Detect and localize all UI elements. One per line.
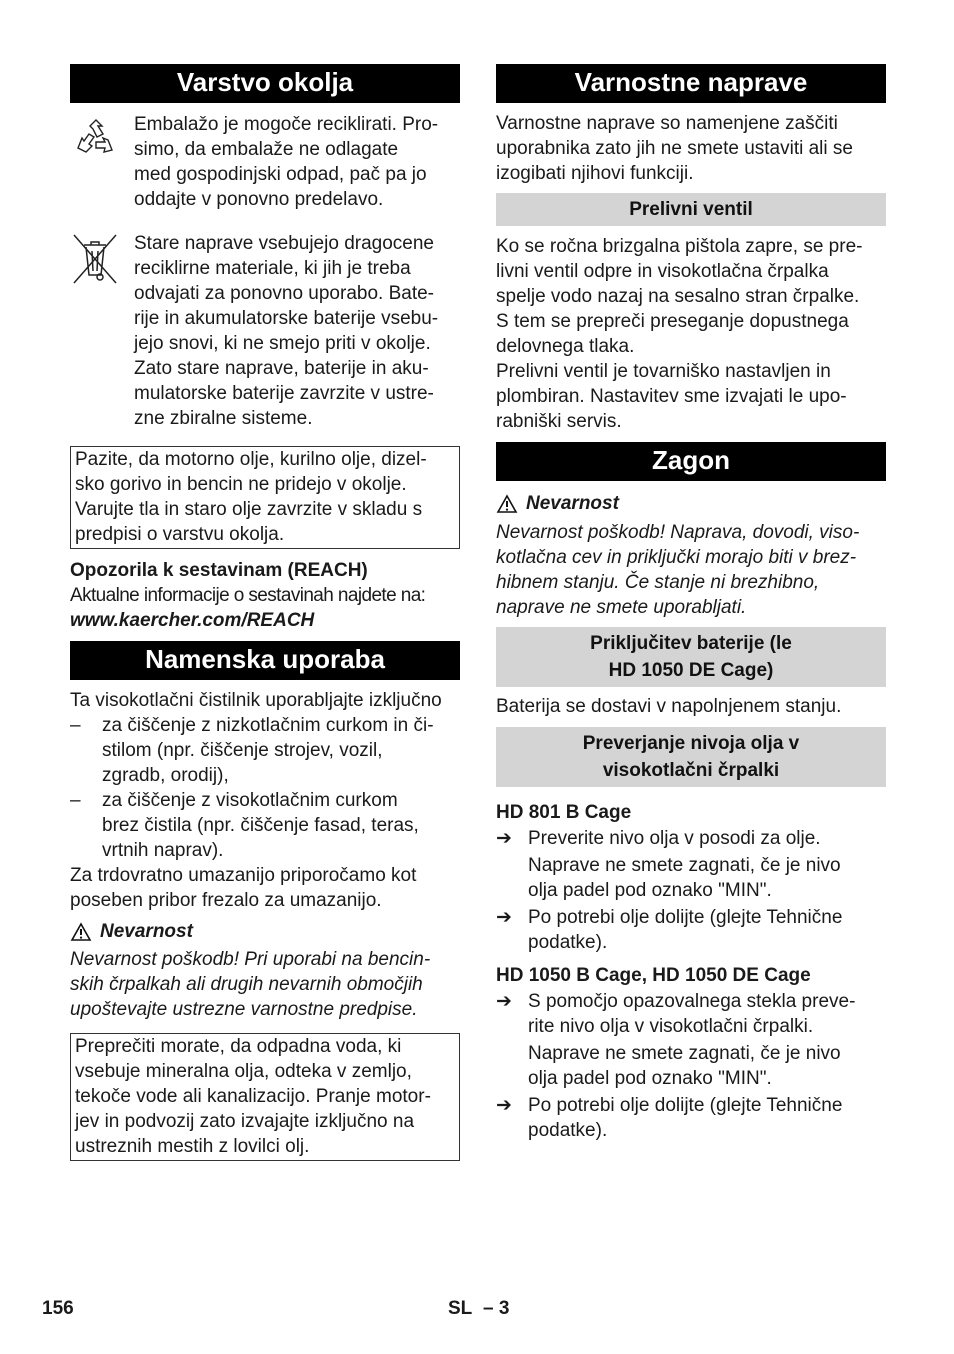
text-line: Nevarnost poškodb! Pri uporabi na bencin- [70,949,431,970]
text-line: rije in akumulatorske baterije vsebu- [134,308,439,329]
reach-text: Aktualne informacije o sestavinah najdete na: [70,585,426,606]
text-line: tekoče vode ali kanalizacijo. Pranje motor- [75,1086,431,1107]
text-line: ustreznih mestih z lovilci olj. [75,1136,310,1157]
text-line: Prelivni ventil je tovarniško nastavljen in [496,361,831,382]
recycling-text [134,112,460,212]
reach-link[interactable]: www.kaercher.com/REACH [70,610,315,631]
heading-line: HD 1050 DE Cage) [608,660,774,681]
text-line: predpisi o varstvu okolja. [75,524,285,545]
waste-water-notice-box [70,1033,460,1161]
text-line: Naprave ne smete zagnati, če je nivo [528,855,841,876]
text-line: plombiran. Nastavitev sme izvajati le upo- [496,386,847,407]
text-line: med gospodinjski odpad, pač pa jo [134,164,427,185]
text-line: simo, da embalaže ne odlagate [134,139,399,160]
oil-notice-box [70,446,460,549]
section-title-environment: Varstvo okolja [70,64,460,103]
weee-text [134,231,460,431]
text-line: poseben pribor frezalo za umazanijo. [70,890,382,911]
text-line: zgradb, orodij), [102,765,229,786]
danger-label-text: Nevarnost [100,921,193,942]
list-item [70,788,460,863]
text-line: brez čistila (npr. čiščenje fasad, teras, [102,815,419,836]
danger-text [70,947,460,1022]
subsection-title-oil-check [496,727,886,787]
instruction-step [496,1093,886,1143]
arrow-icon: ➔ [496,828,512,849]
text-line: zne zbiralne sisteme. [134,408,313,429]
reach-title: Opozorila k sestavinam (REACH) [70,560,368,581]
text-line: podatke). [528,932,608,953]
text-line: jev in podvozij zato izvajajte izključno na [75,1111,415,1132]
text-line: Stare naprave vsebujejo dragocene [134,233,434,254]
list-dash: – [70,715,81,736]
section-title-intended-use: Namenska uporaba [70,641,460,680]
arrow-icon: ➔ [496,907,512,928]
text-line: Ko se ročna brizgalna pištola zapre, se pre- [496,236,863,257]
warning-triangle-icon [70,922,92,942]
text-line: rite nivo olja v visokotlačni črpalki. [528,1016,814,1037]
text-line: izogibati njihovi funkciji. [496,163,694,184]
text-line: Preprečiti morate, da odpadna voda, ki [75,1036,402,1057]
page-number: 156 [42,1298,74,1319]
recycling-icon [70,112,134,169]
model-title-hd801: HD 801 B Cage [496,802,632,823]
text-line: Varujte tla in staro olje zavrzite v skladu s [75,499,423,520]
text-line: Po potrebi olje dolijte (glejte Tehnične [528,907,843,928]
text-line: Pazite, da motorno olje, kurilno olje, dizel- [75,449,427,470]
danger-label [70,919,460,944]
left-column [70,64,460,1161]
weee-notice [70,231,460,431]
text-line: stilom (npr. čiščenje strojev, vozil, [102,740,383,761]
text-line: Za trdovratno umazanijo priporočamo kot [70,865,417,886]
subsection-title-battery [496,627,886,687]
text-line: olja padel pod oznako "MIN". [528,1068,772,1089]
danger-label [496,491,886,516]
heading-line: Preverjanje nivoja olja v [582,733,800,754]
text-line: upoštevajte ustrezne varnostne predpise. [70,999,418,1020]
text-line: odvajati za ponovno uporabo. Bate- [134,283,434,304]
battery-text: Baterija se dostavi v napolnjenem stanju. [496,696,842,717]
text-line: reciklirne materiale, ki jih je treba [134,258,411,279]
text-line: Zato stare naprave, baterije in aku- [134,358,429,379]
text-line: za čiščenje z visokotlačnim curkom [102,790,398,811]
text-line: spelje vodo nazaj na sesalno stran črpalke. [496,286,860,307]
valve-text [496,234,886,434]
text-line: oddajte v ponovno predelavo. [134,189,384,210]
text-line: kotlačna cev in priključki morajo biti v brez- [496,547,857,568]
text-line: S tem se prepreči preseganje dopustnega [496,311,849,332]
text-line: livni ventil odpre in visokotlačna črpalka [496,261,829,282]
footer-language: SL [448,1298,473,1319]
instruction-step [496,989,886,1091]
text-line: skih črpalkah ali drugih nevarnih območjih [70,974,423,995]
text-line: za čiščenje z nizkotlačnim curkom in či- [102,715,434,736]
heading-line: visokotlačni črpalki [602,760,780,781]
text-line: Varnostne naprave so namenjene zaščiti [496,113,838,134]
section-title-startup: Zagon [496,442,886,481]
text-line: Nevarnost poškodb! Naprava, dovodi, viso- [496,522,860,543]
safety-text [496,111,886,186]
text-line: sko gorivo in bencin ne pridejo v okolje. [75,474,407,495]
text-line: vrtnih naprav). [102,840,224,861]
right-column [496,64,886,1143]
warning-triangle-icon [496,494,518,514]
text-line: rabniški servis. [496,411,622,432]
use-intro: Ta visokotlačni čistilnik uporabljajte izključno [70,690,442,711]
text-line: Naprave ne smete zagnati, če je nivo [528,1043,841,1064]
text-line: S pomočjo opazovalnega stekla preve- [528,991,856,1012]
footer-section: – 3 [483,1298,510,1319]
text-line: naprave ne smete uporabljati. [496,597,747,618]
model-title-hd1050: HD 1050 B Cage, HD 1050 DE Cage [496,965,811,986]
text-line: Po potrebi olje dolijte (glejte Tehnične [528,1095,843,1116]
list-item [70,713,460,788]
text-line: vsebuje mineralna olja, odteka v zemljo, [75,1061,412,1082]
arrow-icon: ➔ [496,1095,512,1116]
instruction-step [496,905,886,955]
section-title-safety-devices: Varnostne naprave [496,64,886,103]
text-line: podatke). [528,1120,608,1141]
text-line: Preverite nivo olja v posodi za olje. [528,828,821,849]
danger-text [496,520,886,620]
list-dash: – [70,790,81,811]
heading-line: Priključitev baterije (le [590,633,792,654]
text-line: olja padel pod oznako "MIN". [528,880,772,901]
text-line: mulatorske baterije zavrzite v ustre- [134,383,434,404]
arrow-icon: ➔ [496,991,512,1012]
instruction-step [496,826,886,903]
subsection-title-overflow-valve: Prelivni ventil [496,193,886,226]
recycling-notice [70,112,460,212]
text-line: delovnega tlaka. [496,336,635,357]
text-line: jejo snovi, ki ne smejo priti v okolje. [134,333,431,354]
text-line: uporabnika zato jih ne smete ustaviti ali se [496,138,853,159]
crossed-bin-icon [70,231,134,290]
danger-label-text: Nevarnost [526,493,619,514]
text-line: Embalažo je mogoče reciklirati. Pro- [134,114,439,135]
text-line: hibnem stanju. Če stanje ni brezhibno, [496,572,820,593]
